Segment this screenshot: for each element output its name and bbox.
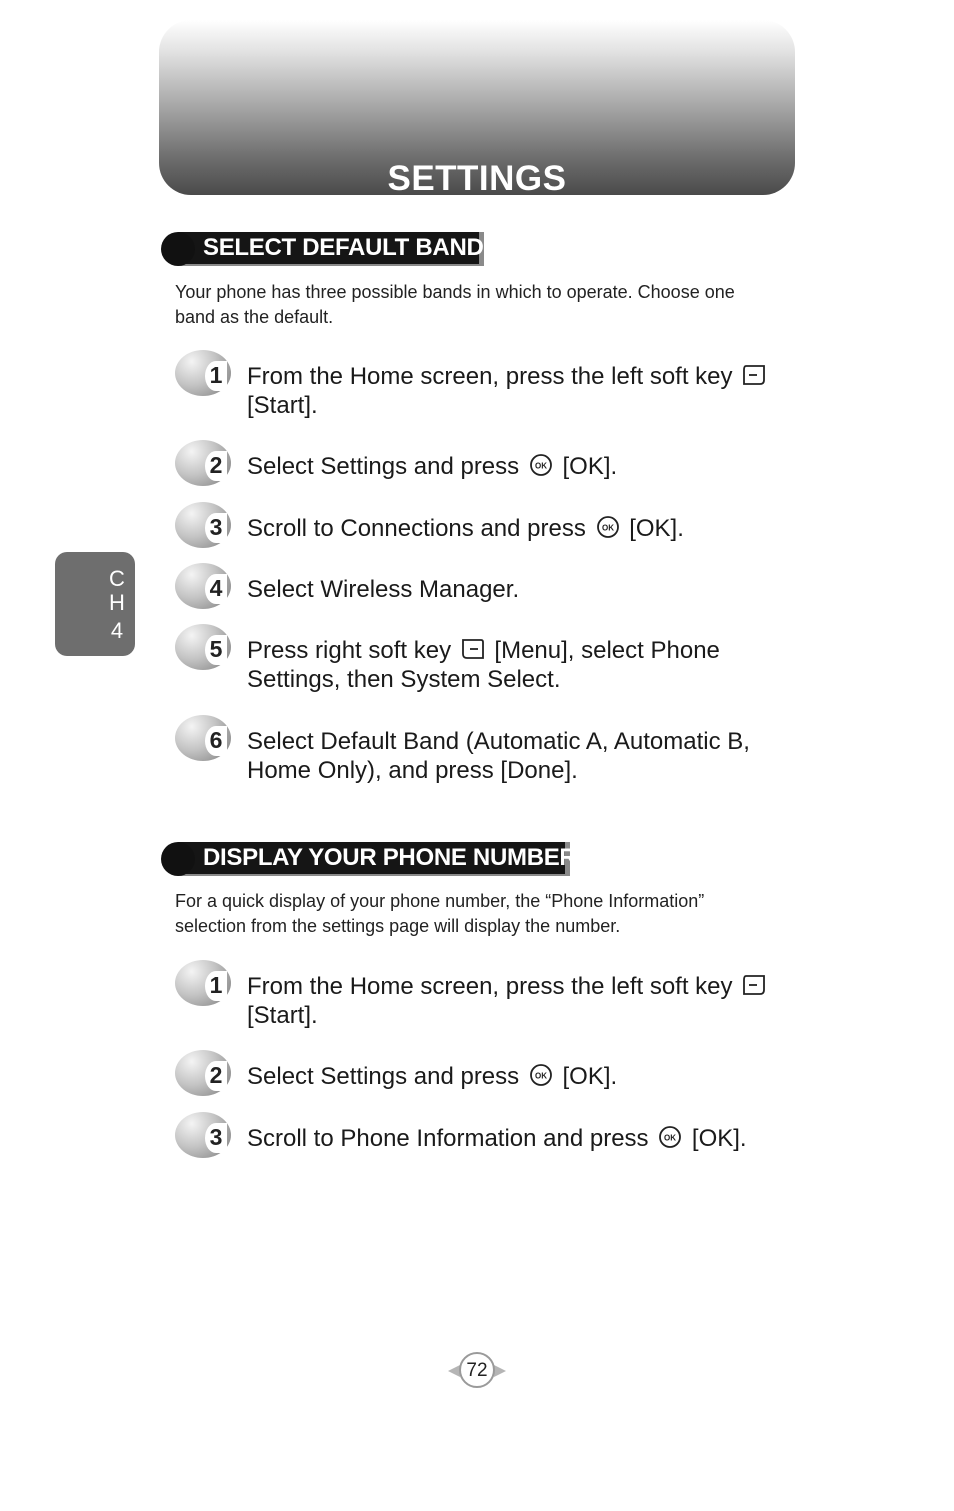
ok-key-icon	[657, 1125, 683, 1149]
step-text: Scroll to Connections and press OK [OK].	[247, 515, 684, 542]
svg-text:OK: OK	[664, 1133, 677, 1143]
step-text: Select Wireless Manager.	[247, 576, 520, 603]
step-text: Scroll to Phone Information and press OK [OK].	[247, 1125, 747, 1152]
svg-text:OK: OK	[534, 1071, 547, 1081]
chapter-tab	[55, 552, 135, 656]
step-text: Select Settings and press OK [OK].	[247, 453, 618, 480]
step-text: From the Home screen, press the left soft key [Start].	[247, 362, 807, 420]
step-number: 2	[209, 1062, 223, 1088]
section-heading-default-band	[160, 231, 484, 267]
section-heading-label: SELECT DEFAULT BAND	[203, 234, 484, 261]
step-number: 5	[209, 636, 223, 662]
left-soft-key-icon	[741, 973, 767, 997]
right-soft-key-icon	[460, 637, 486, 661]
ok-key-icon	[528, 1063, 554, 1087]
section-intro	[175, 280, 795, 330]
step-number: 3	[209, 1124, 223, 1150]
section-heading-label: DISPLAY YOUR PHONE NUMBER	[203, 844, 577, 871]
intro-line: For a quick display of your phone number, the “Phone Information”	[175, 891, 705, 911]
page-title: SETTINGS	[387, 159, 567, 198]
intro-line: Your phone has three possible bands in which to operate. Choose one	[175, 282, 735, 302]
section-intro	[175, 889, 795, 939]
step-number: 1	[209, 972, 223, 998]
chapter-tab-c: C	[109, 566, 125, 591]
section-heading-phone-number	[160, 841, 577, 877]
step-number: 3	[209, 514, 223, 540]
step-number: 4	[209, 575, 223, 601]
step-number: 1	[209, 362, 223, 388]
left-soft-key-icon	[741, 363, 767, 387]
page-header	[159, 20, 795, 198]
step-number: 2	[209, 452, 223, 478]
step-text: Select Default Band (Automatic A, Automatic B, Home Only), and press [Done].	[247, 728, 750, 784]
step-number: 6	[209, 727, 223, 753]
step-text: Press right soft key [Menu], select Phone Settings, then System Select.	[247, 637, 720, 693]
chapter-tab-number: 4	[110, 618, 124, 643]
svg-text:OK: OK	[601, 523, 614, 533]
step-text: Select Settings and press OK [OK].	[247, 1063, 618, 1090]
intro-line: selection from the settings page will display the number.	[175, 916, 621, 936]
ok-key-icon	[595, 515, 621, 539]
page-number-badge	[448, 1352, 506, 1390]
ok-key-icon	[528, 453, 554, 477]
intro-line: band as the default.	[175, 307, 334, 327]
page-number: 72	[466, 1360, 488, 1381]
chapter-tab-h: H	[109, 590, 125, 615]
svg-text:OK: OK	[534, 461, 547, 471]
step-text: From the Home screen, press the left soft key [Start].	[247, 972, 807, 1030]
